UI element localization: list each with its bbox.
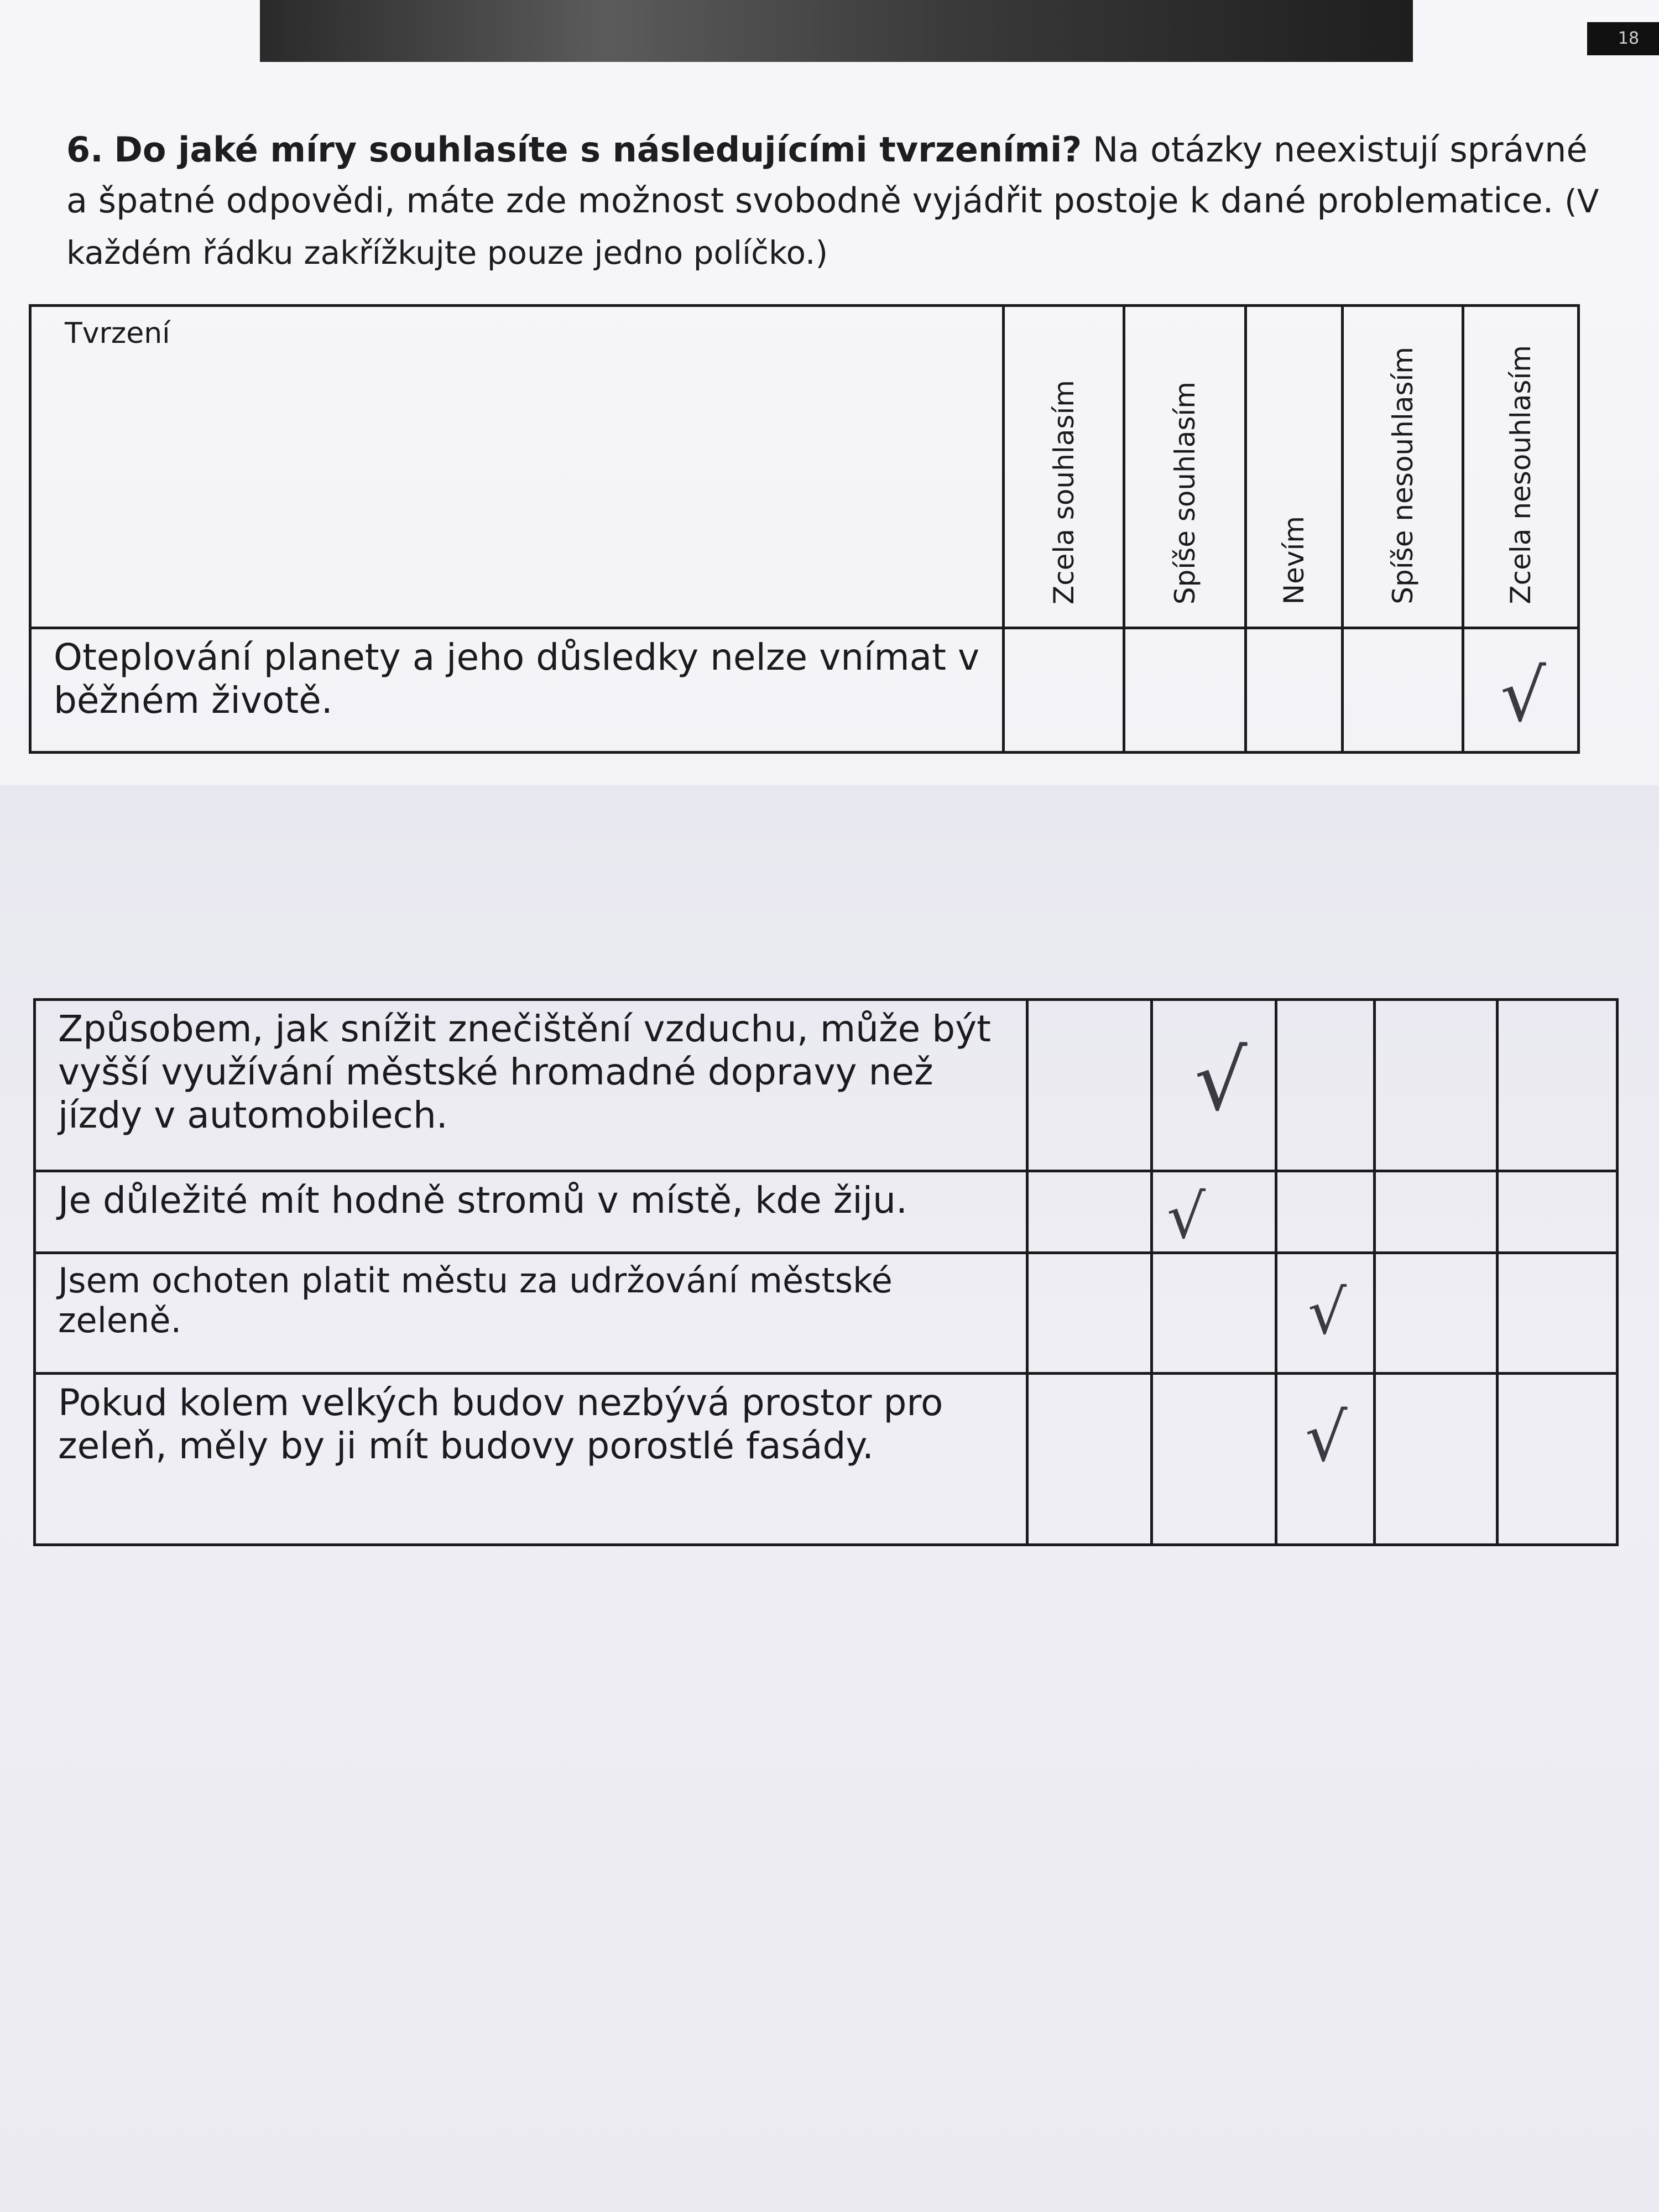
column-header xyxy=(1124,306,1246,628)
answer-cell[interactable] xyxy=(1498,1374,1618,1545)
answer-cell[interactable] xyxy=(1375,1171,1498,1253)
answer-cell[interactable] xyxy=(1027,1374,1152,1545)
question-text xyxy=(66,124,1615,278)
answer-cell[interactable] xyxy=(1004,628,1124,753)
answer-cell[interactable] xyxy=(1498,1171,1618,1253)
check-mark-icon: √ xyxy=(1500,654,1546,738)
check-mark-icon: √ xyxy=(1167,1181,1206,1252)
column-header-label: Nevím xyxy=(1278,515,1310,604)
survey-table-top xyxy=(29,304,1580,754)
question-intro: Na otázky neexistují správné a špatné odpovědi, máte zde možnost svobodně vyjádřit postoje k dané problematice. xyxy=(66,129,1588,221)
answer-cell[interactable] xyxy=(1498,1000,1618,1171)
answer-cell[interactable] xyxy=(1027,1171,1152,1253)
answer-cell[interactable] xyxy=(1375,1374,1498,1545)
answer-cell-checked[interactable] xyxy=(1152,1171,1276,1253)
table-header-row xyxy=(30,306,1579,628)
column-header-label: Zcela nesouhlasím xyxy=(1505,345,1537,604)
photo-image xyxy=(260,0,1640,62)
answer-cell[interactable] xyxy=(1027,1253,1152,1374)
survey-table-bottom xyxy=(33,998,1619,1546)
table-row xyxy=(30,628,1579,753)
table-row xyxy=(35,1374,1618,1545)
column-header xyxy=(1004,306,1124,628)
question-instruction: (V každém řádku zakřížkujte pouze jedno políčko.) xyxy=(66,182,1599,272)
answer-cell[interactable] xyxy=(1027,1000,1152,1171)
statement-cell: Jsem ochoten platit městu za udržování městské zeleně. xyxy=(35,1253,1027,1374)
statement-cell: Pokud kolem velkých budov nezbývá prostor pro zeleň, měly by ji mít budovy porostlé fasády. xyxy=(35,1374,1027,1545)
page-number: 18 xyxy=(1587,22,1659,55)
answer-cell-checked[interactable] xyxy=(1152,1000,1276,1171)
answer-cell[interactable] xyxy=(1276,1171,1375,1253)
answer-cell-checked[interactable] xyxy=(1463,628,1579,753)
answer-cell[interactable] xyxy=(1375,1253,1498,1374)
answer-cell-checked[interactable] xyxy=(1276,1374,1375,1545)
answer-cell[interactable] xyxy=(1375,1000,1498,1171)
statement-header: Tvrzení xyxy=(30,306,1004,628)
statement-cell: Způsobem, jak snížit znečištění vzduchu, může být vyšší využívání městské hromadné dopravy než jízdy v automobilech. xyxy=(35,1000,1027,1171)
column-header-label: Zcela souhlasím xyxy=(1047,379,1080,604)
answer-cell[interactable] xyxy=(1124,628,1246,753)
answer-cell[interactable] xyxy=(1246,628,1343,753)
statement-cell: Oteplování planety a jeho důsledky nelze vnímat v běžném životě. xyxy=(30,628,1004,753)
check-mark-icon: √ xyxy=(1194,1033,1248,1129)
answer-cell-checked[interactable] xyxy=(1276,1253,1375,1374)
table-row xyxy=(35,1253,1618,1374)
column-header xyxy=(1463,306,1579,628)
check-mark-icon: √ xyxy=(1305,1400,1348,1477)
statement-cell: Je důležité mít hodně stromů v místě, kde žiju. xyxy=(35,1171,1027,1253)
column-header-label: Spíše nesouhlasím xyxy=(1386,347,1419,604)
question-title: Do jaké míry souhlasíte s následujícími tvrzeními? xyxy=(114,129,1082,170)
table-row xyxy=(35,1171,1618,1253)
answer-cell[interactable] xyxy=(1498,1253,1618,1374)
column-header xyxy=(1343,306,1463,628)
question-number: 6. xyxy=(66,129,103,170)
check-mark-icon: √ xyxy=(1308,1277,1347,1348)
column-header-label: Spíše souhlasím xyxy=(1168,381,1201,604)
answer-cell[interactable] xyxy=(1276,1000,1375,1171)
table-row xyxy=(35,1000,1618,1171)
answer-cell[interactable] xyxy=(1343,628,1463,753)
column-header xyxy=(1246,306,1343,628)
answer-cell[interactable] xyxy=(1152,1253,1276,1374)
answer-cell[interactable] xyxy=(1152,1374,1276,1545)
